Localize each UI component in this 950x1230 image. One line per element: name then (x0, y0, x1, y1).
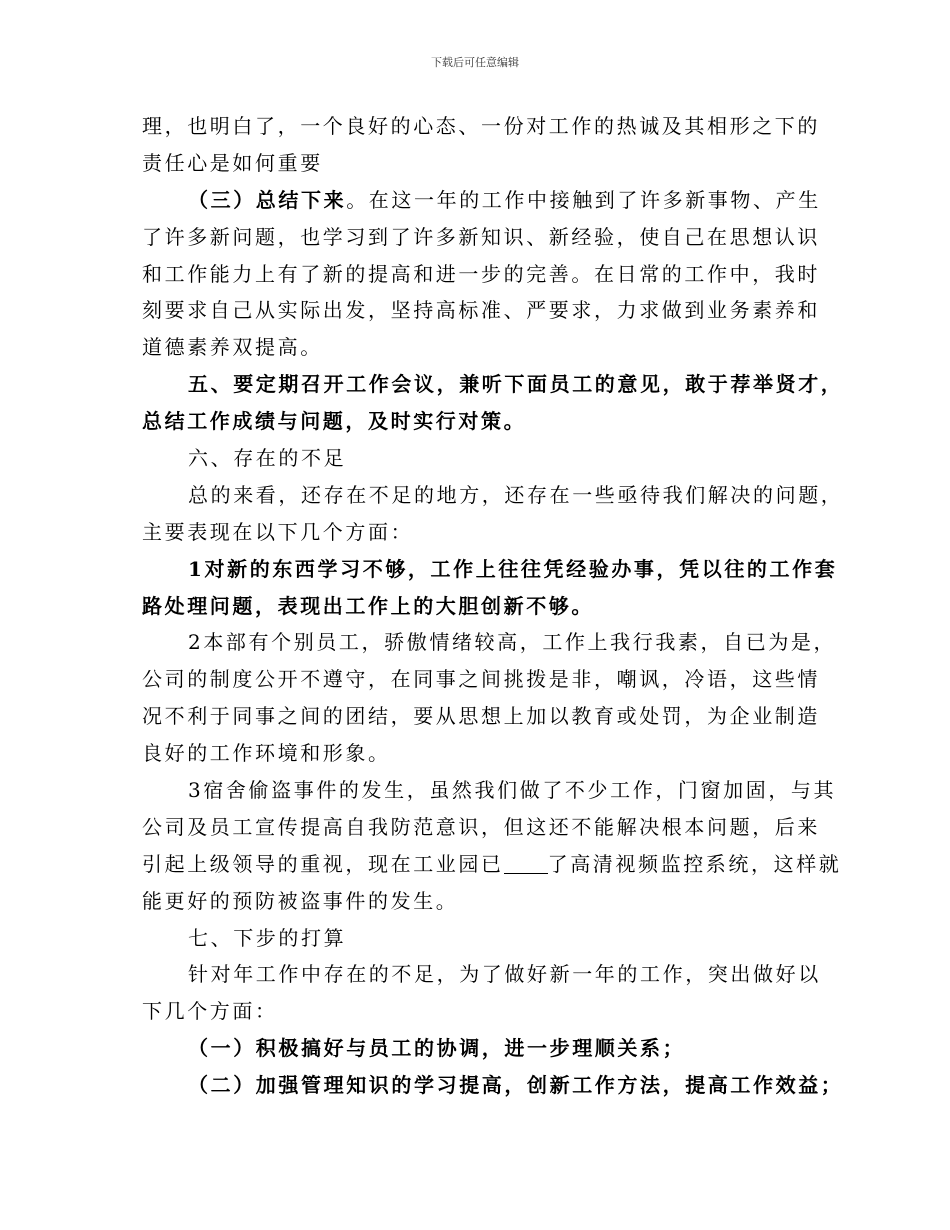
text-line: 了许多新问题，也学习到了许多新知识、新经验，使自己在思想认识 (142, 224, 820, 249)
text-line: 公司及员工宣传提高自我防范意识，但这还不能解决根本问题，后来 (142, 814, 820, 839)
section-heading: 五、要定期召开工作会议，兼听下面员工的意见，敢于荐举贤才， (188, 372, 844, 397)
text-run: 了高清视频监控系统，这样就 (547, 851, 842, 876)
text-line: 2本部有个别员工，骄傲情绪较高，工作上我行我素，自已为是， (188, 630, 837, 655)
text-run: 引起上级领导的重视，现在工业园已 (142, 851, 504, 876)
section-heading: （三）总结下来 (188, 187, 347, 212)
text-line: （一）积极搞好与员工的协调，进一步理顺关系； (188, 1036, 686, 1061)
blank-underline (504, 851, 548, 874)
text-line: 能更好的预防被盗事件的发生。 (142, 888, 459, 913)
text-line: 理，也明白了，一个良好的心态、一份对工作的热诚及其相形之下的 (142, 114, 820, 138)
text-line: 下几个方面： (142, 999, 278, 1024)
text-line (142, 846, 842, 883)
text-line: 良好的工作环境和形象。 (142, 741, 391, 766)
text-line: 主要表现在以下几个方面： (142, 519, 414, 544)
text-line: 况不利于同事之间的团结，要从思想上加以教育或处罚，为企业制造 (142, 704, 820, 729)
text-line: 针对年工作中存在的不足，为了做好新一年的工作，突出做好以 (188, 962, 821, 987)
text-line: 和工作能力上有了新的提高和进一步的完善。在日常的工作中，我时 (142, 261, 820, 286)
text-line: 总结工作成绩与问题，及时实行对策。 (142, 409, 527, 434)
text-line: 1对新的东西学习不够，工作上往往凭经验办事，凭以往的工作套 (188, 556, 838, 581)
text-line: 总的来看，还存在不足的地方，还存在一些亟待我们解决的问题， (188, 482, 844, 507)
text-line: （二）加强管理知识的学习提高，创新工作方法，提高工作效益； (188, 1073, 844, 1098)
text-line: 路处理问题，表现出工作上的大胆创新不够。 (142, 593, 594, 618)
text-line: 3宿舍偷盗事件的发生，虽然我们做了不少工作，门窗加固，与其 (188, 778, 837, 803)
text-line: 道德素养双提高。 (142, 335, 323, 360)
page-header: 下载后可任意编辑 (431, 56, 519, 69)
text-line (142, 182, 822, 219)
document-body (142, 108, 844, 1104)
text-line: 刻要求自己从实际出发，坚持高标准、严要求，力求做到业务素养和 (142, 298, 820, 323)
text-line: 责任心是如何重要 (142, 150, 323, 175)
section-heading: 六、存在的不足 (188, 446, 347, 471)
text-line: 公司的制度公开不遵守，在同事之间挑拨是非，嘲讽，冷语，这些情 (142, 667, 820, 692)
section-heading: 七、下步的打算 (188, 925, 347, 950)
text-run: 。在这一年的工作中接触到了许多新事物、产生 (346, 187, 821, 212)
